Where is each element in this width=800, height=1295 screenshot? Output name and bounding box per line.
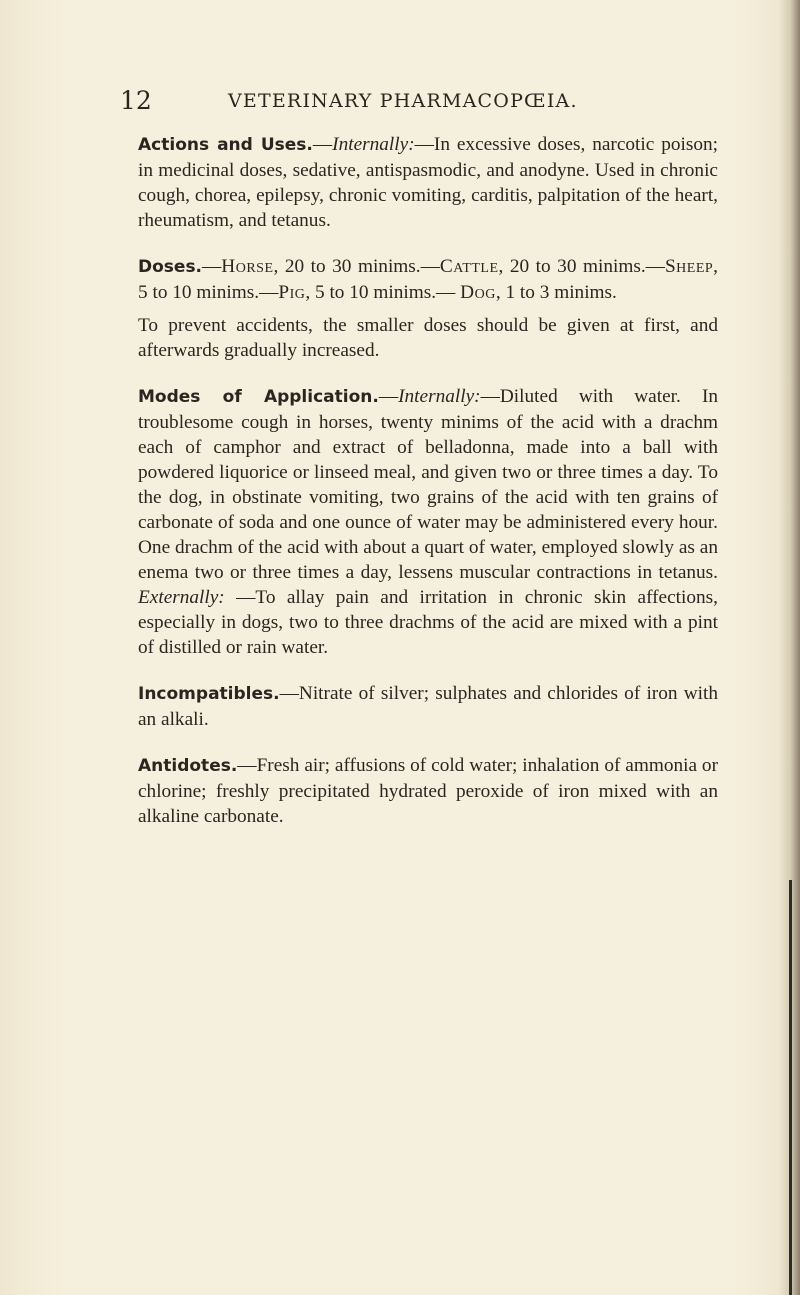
modes-qualifier-internal: Internally: (398, 386, 481, 407)
page-edge-line (789, 880, 792, 1295)
incompatibles-heading: Incompatibles. (138, 684, 280, 704)
actions-text: —In excessive doses, narcotic poison; in medicinal doses, sedative, antispasmodic, and anodyne. Used in chronic cough, chorea, epilepsy, chronic vomiting, carditis, palpitation of the heart, rheumatism, and tetanus. (138, 134, 718, 231)
page-header (120, 86, 700, 116)
dose-animal-cattle: Cattle (439, 256, 499, 277)
dose-amount-dog: , 1 to 3 minims. (495, 282, 617, 303)
doses-paragraph: Doses.—Horse, 20 to 30 minims.—Cattle, 20 to 30 minims.—Sheep, 5 to 10 minims.—Pig, 5 to 10 minims.— Dog, 1 to 3 minims. (138, 256, 718, 303)
dose-amount-sheep: , 5 to 10 minims. (138, 256, 718, 303)
incompatibles-text: —Nitrate of silver; sulphates and chlorides of iron with an alkali. (138, 683, 718, 730)
actions-dash: — (312, 134, 333, 155)
antidotes-text: —Fresh air; affusions of cold water; inhalation of ammonia or chlorine; freshly precipitated hydrated peroxide of iron mixed with an alkaline carbonate. (138, 755, 718, 827)
antidotes-paragraph (138, 753, 718, 829)
page-body (138, 132, 718, 829)
modes-text-internal: —Diluted with water. In troublesome cough in horses, twenty minims of the acid with a drachm each of camphor and extract of belladonna, made into a ball with powdered liquorice or linseed meal, and given two or three times a day. To the dog, in obstinate vomiting, two grains of the acid with ten grains of carbonate of soda and one ounce of water may be administered every hour. One drachm of the acid with about a quart of water, employed slowly as an enema two or three times a day, lessens muscular contractions in tetanus. (138, 386, 719, 583)
modes-qualifier-external: Externally: (138, 587, 225, 608)
page-number: 12 (120, 86, 152, 115)
dose-animal-pig: Pig (278, 282, 306, 303)
dose-amount-horse: , 20 to 30 minims. (273, 256, 421, 277)
running-head: VETERINARY PHARMACOPŒIA. (228, 90, 578, 112)
actions-heading: Actions and Uses. (138, 135, 313, 155)
dose-animal-sheep: Sheep (664, 256, 714, 277)
doses-note: To prevent accidents, the smaller doses should be given at first, and afterwards gradually increased. (138, 315, 718, 361)
actions-paragraph (138, 132, 718, 233)
incompatibles-paragraph (138, 681, 718, 732)
modes-paragraph: Modes of Application.—Internally:—Diluted with water. In troublesome cough in horses, twenty minims of the acid with a drachm each of camphor and extract of belladonna, made into a ball with powdered liquorice or linseed meal, and given two or three times a day. To the dog, in obstinate vomiting, two grains of the acid with ten grains of carbonate of soda and one ounce of water may be administered every hour. One drachm of the acid with about a quart of water, employed slowly as an enema two or three times a day, lessens muscular contractions in tetanus. Externally: —To allay pain and irritation in chronic skin affections, especially in dogs, two to three drachms of the acid are mixed with a pint of distilled or rain water. (138, 386, 719, 658)
antidotes-heading: Antidotes. (138, 756, 238, 776)
dose-animal-dog: Dog (460, 282, 496, 303)
dose-amount-cattle: , 20 to 30 minims. (498, 256, 646, 277)
dose-amount-pig: , 5 to 10 minims. (305, 282, 437, 303)
dose-animal-horse: Horse (221, 256, 274, 277)
modes-heading: Modes of Application. (138, 387, 379, 407)
modes-text-external: —To allay pain and irritation in chronic skin affections, especially in dogs, two to three drachms of the acid are mixed with a pint of distilled or rain water. (138, 587, 718, 658)
actions-qualifier: Internally: (332, 134, 415, 155)
doses-heading: Doses. (138, 257, 203, 277)
